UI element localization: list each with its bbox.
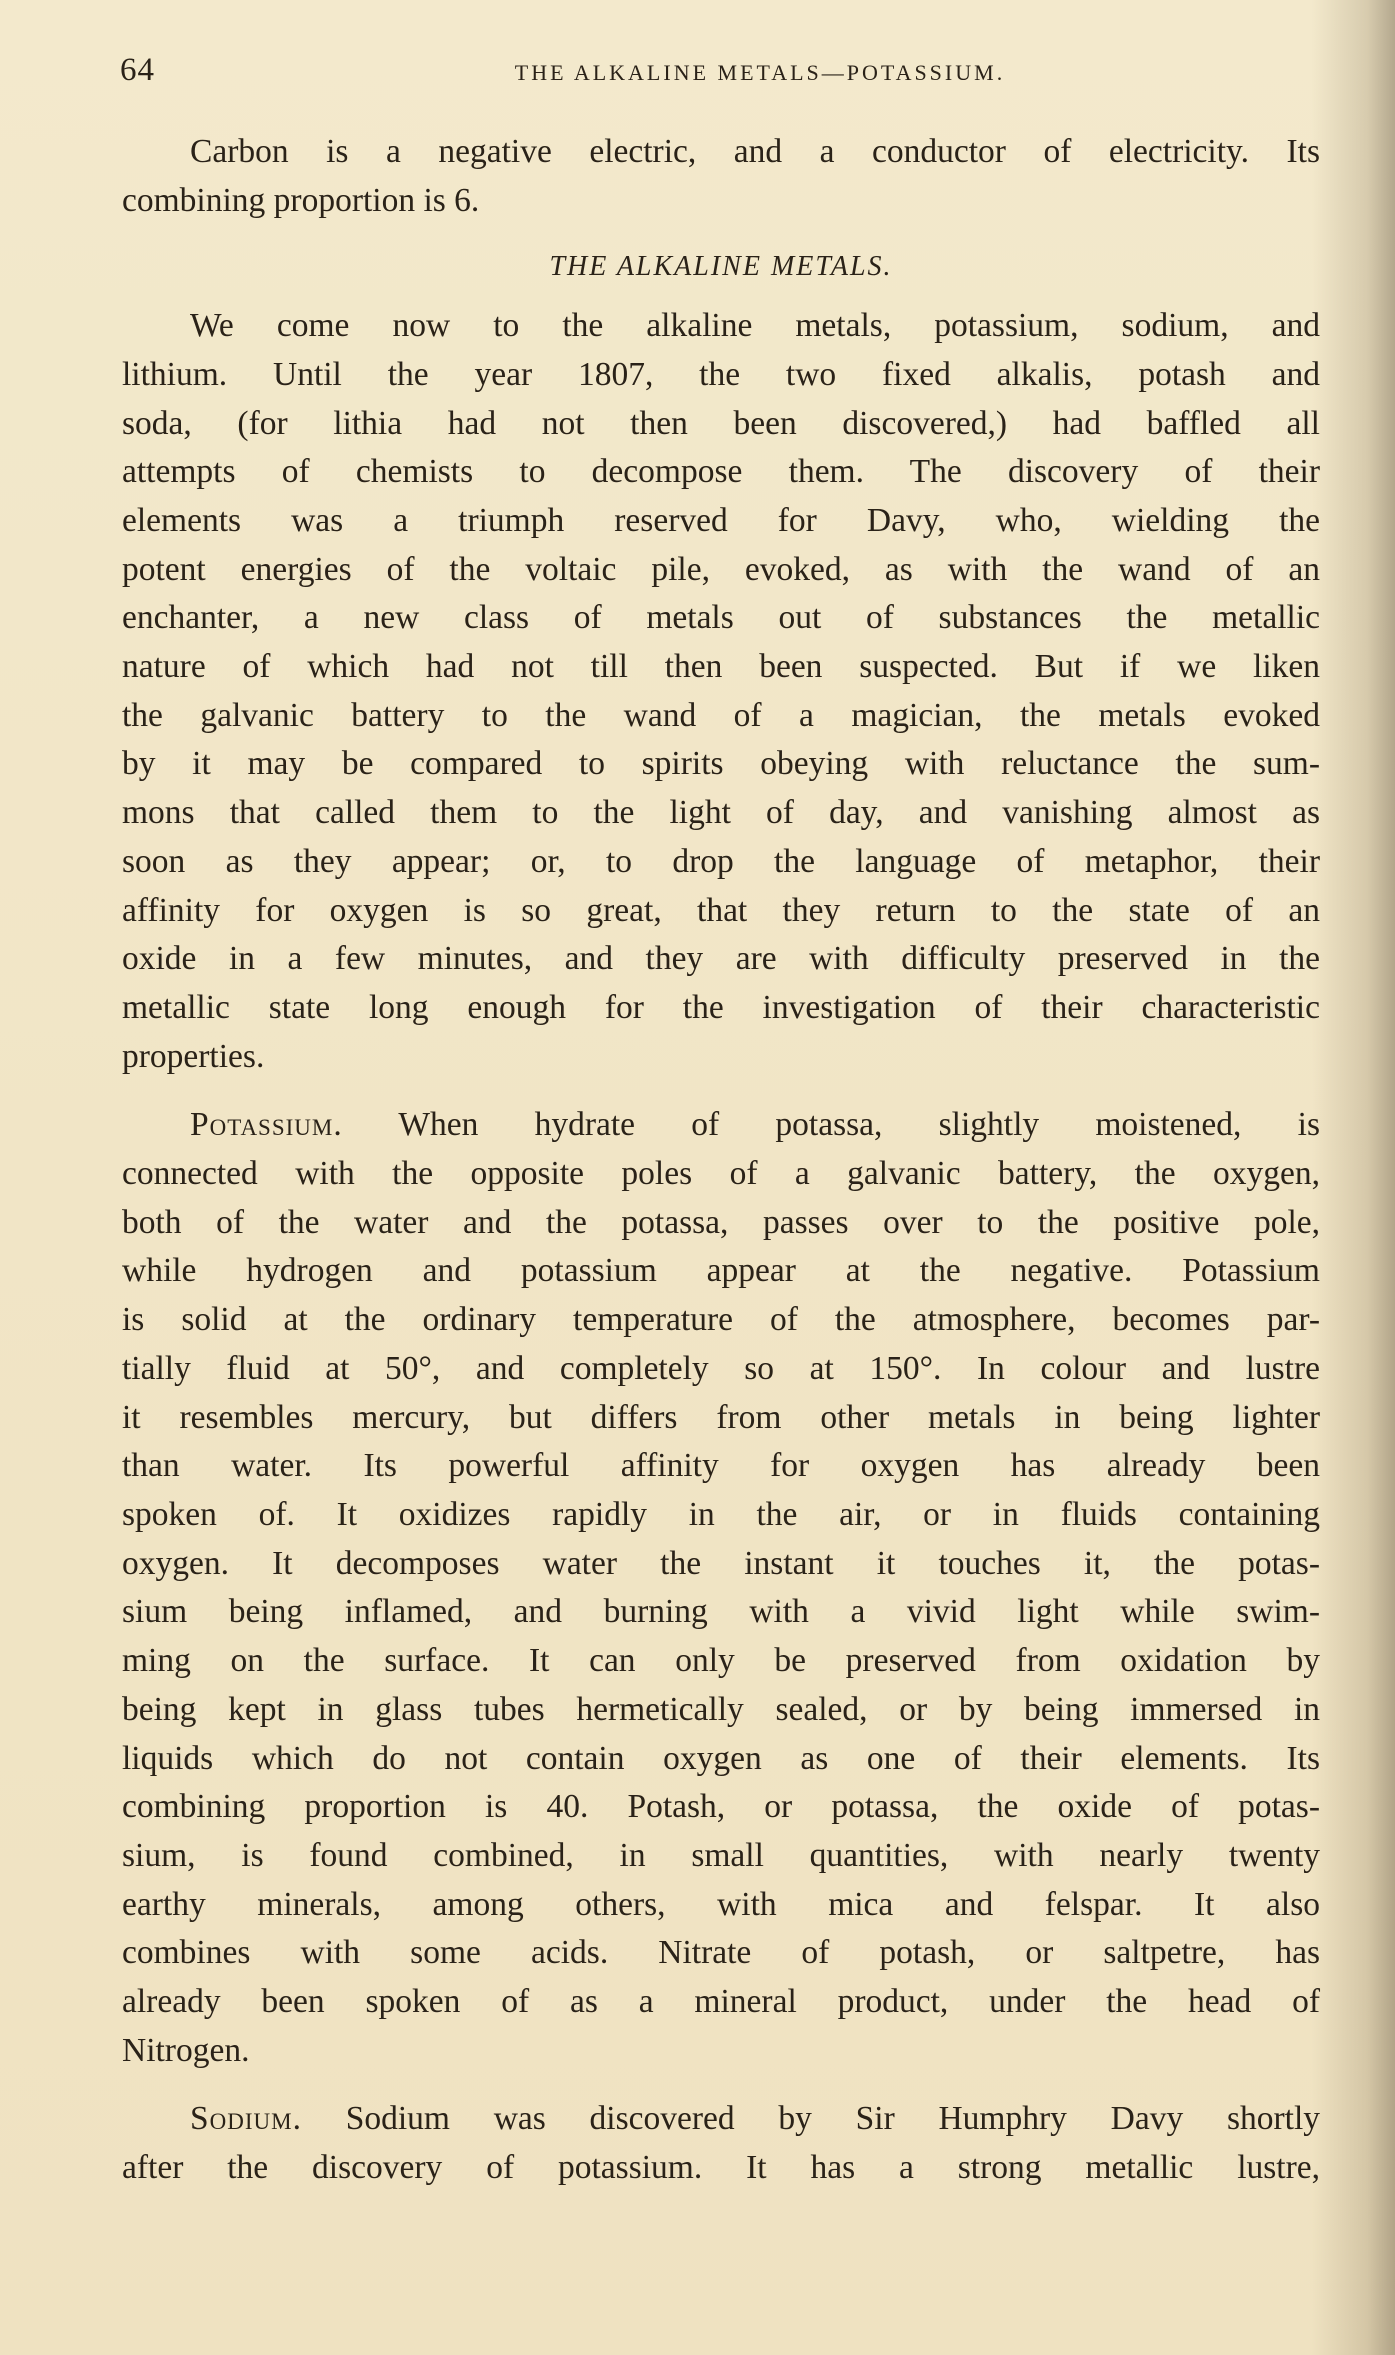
page-header — [120, 52, 1320, 92]
text-line: is solid at the ordinary temperature of the atmosphere, becomes par- — [122, 1301, 1320, 1339]
alkaline-metals-paragraph — [122, 302, 1320, 1081]
text-line: being kept in glass tubes hermetically sealed, or by being immersed in — [122, 1690, 1320, 1728]
text-line: nature of which had not till then been suspected. But if we liken — [122, 648, 1320, 686]
text-line: ming on the surface. It can only be preserved from oxidation by — [122, 1642, 1320, 1680]
potassium-paragraph — [122, 1101, 1320, 2075]
text-line: Carbon is a negative electric, and a conductor of electricity. Its — [190, 133, 1320, 170]
text-line: Nitrogen. — [122, 2031, 250, 2069]
text-line: We come now to the alkaline metals, potassium, sodium, and — [190, 307, 1320, 345]
text-line: sium, is found combined, in small quantities, with nearly twenty — [122, 1836, 1320, 1874]
text-line: connected with the opposite poles of a galvanic battery, the oxygen, — [122, 1155, 1320, 1193]
text-line: soon as they appear; or, to drop the language of metaphor, their — [122, 842, 1320, 880]
intro-paragraph — [122, 128, 1320, 225]
text-line: metallic state long enough for the investigation of their characteristic — [122, 988, 1320, 1026]
page-number: 64 — [120, 52, 155, 88]
text-line: mons that called them to the light of day, and vanishing almost as — [122, 794, 1320, 832]
sodium-first-line: Sodium was discovered by Sir Humphry Davy shortly — [345, 2100, 1320, 2138]
text-line: the galvanic battery to the wand of a magician, the metals evoked — [122, 696, 1320, 734]
text-line: soda, (for lithia had not then been discovered,) had baffled all — [122, 404, 1320, 442]
text-line: lithium. Until the year 1807, the two fixed alkalis, potash and — [122, 355, 1320, 393]
text-line: attempts of chemists to decompose them. The discovery of their — [122, 453, 1320, 491]
text-line: oxygen. It decomposes water the instant it touches it, the potas- — [122, 1544, 1320, 1582]
text-line: both of the water and the potassa, passes over to the positive pole, — [122, 1203, 1320, 1241]
text-line: combining proportion is 6. — [122, 181, 480, 219]
text-line: than water. Its powerful affinity for oxygen has already been — [122, 1447, 1320, 1485]
text-line: potent energies of the voltaic pile, evoked, as with the wand of an — [122, 550, 1320, 588]
text-line — [122, 1101, 1320, 1150]
text-line: already been spoken of as a mineral product, under the head of — [122, 1983, 1320, 2021]
page-body — [122, 128, 1320, 2193]
sodium-heading: Sodium. — [190, 2100, 302, 2138]
text-line: combining proportion is 40. Potash, or potassa, the oxide of potas- — [122, 1788, 1320, 1826]
running-title: THE ALKALINE METALS—POTASSIUM. — [514, 60, 1006, 85]
text-line: affinity for oxygen is so great, that they return to the state of an — [122, 891, 1320, 929]
text-line: enchanter, a new class of metals out of substances the metallic — [122, 599, 1320, 637]
paragraph-spacer — [122, 2075, 1320, 2095]
section-title: THE ALKALINE METALS. — [549, 251, 893, 283]
potassium-heading: Potassium. — [190, 1106, 343, 1144]
potassium-first-line: When hydrate of potassa, slightly moistened, is — [398, 1106, 1320, 1144]
text-line: by it may be compared to spirits obeying with reluctance the sum- — [122, 745, 1320, 783]
text-line: properties. — [122, 1037, 265, 1075]
text-line: it resembles mercury, but differs from other metals in being lighter — [122, 1398, 1320, 1436]
text-line: earthy minerals, among others, with mica and felspar. It also — [122, 1885, 1320, 1923]
text-line: while hydrogen and potassium appear at the negative. Potassium — [122, 1252, 1320, 1290]
text-line: after the discovery of potassium. It has a strong metallic lustre, — [122, 2149, 1320, 2187]
text-line: elements was a triumph reserved for Davy, who, wielding the — [122, 501, 1320, 539]
text-line — [122, 2095, 1320, 2144]
text-line: combines with some acids. Nitrate of potash, or saltpetre, has — [122, 1934, 1320, 1972]
paragraph-spacer — [122, 1081, 1320, 1101]
text-line: tially fluid at 50°, and completely so at 150°. In colour and lustre — [122, 1349, 1320, 1387]
text-line: sium being inflamed, and burning with a vivid light while swim- — [122, 1593, 1320, 1631]
text-line: oxide in a few minutes, and they are with difficulty preserved in the — [122, 940, 1320, 978]
text-line: spoken of. It oxidizes rapidly in the air, or in fluids containing — [122, 1495, 1320, 1533]
sodium-paragraph — [122, 2095, 1320, 2192]
text-line: liquids which do not contain oxygen as one of their elements. Its — [122, 1739, 1320, 1777]
